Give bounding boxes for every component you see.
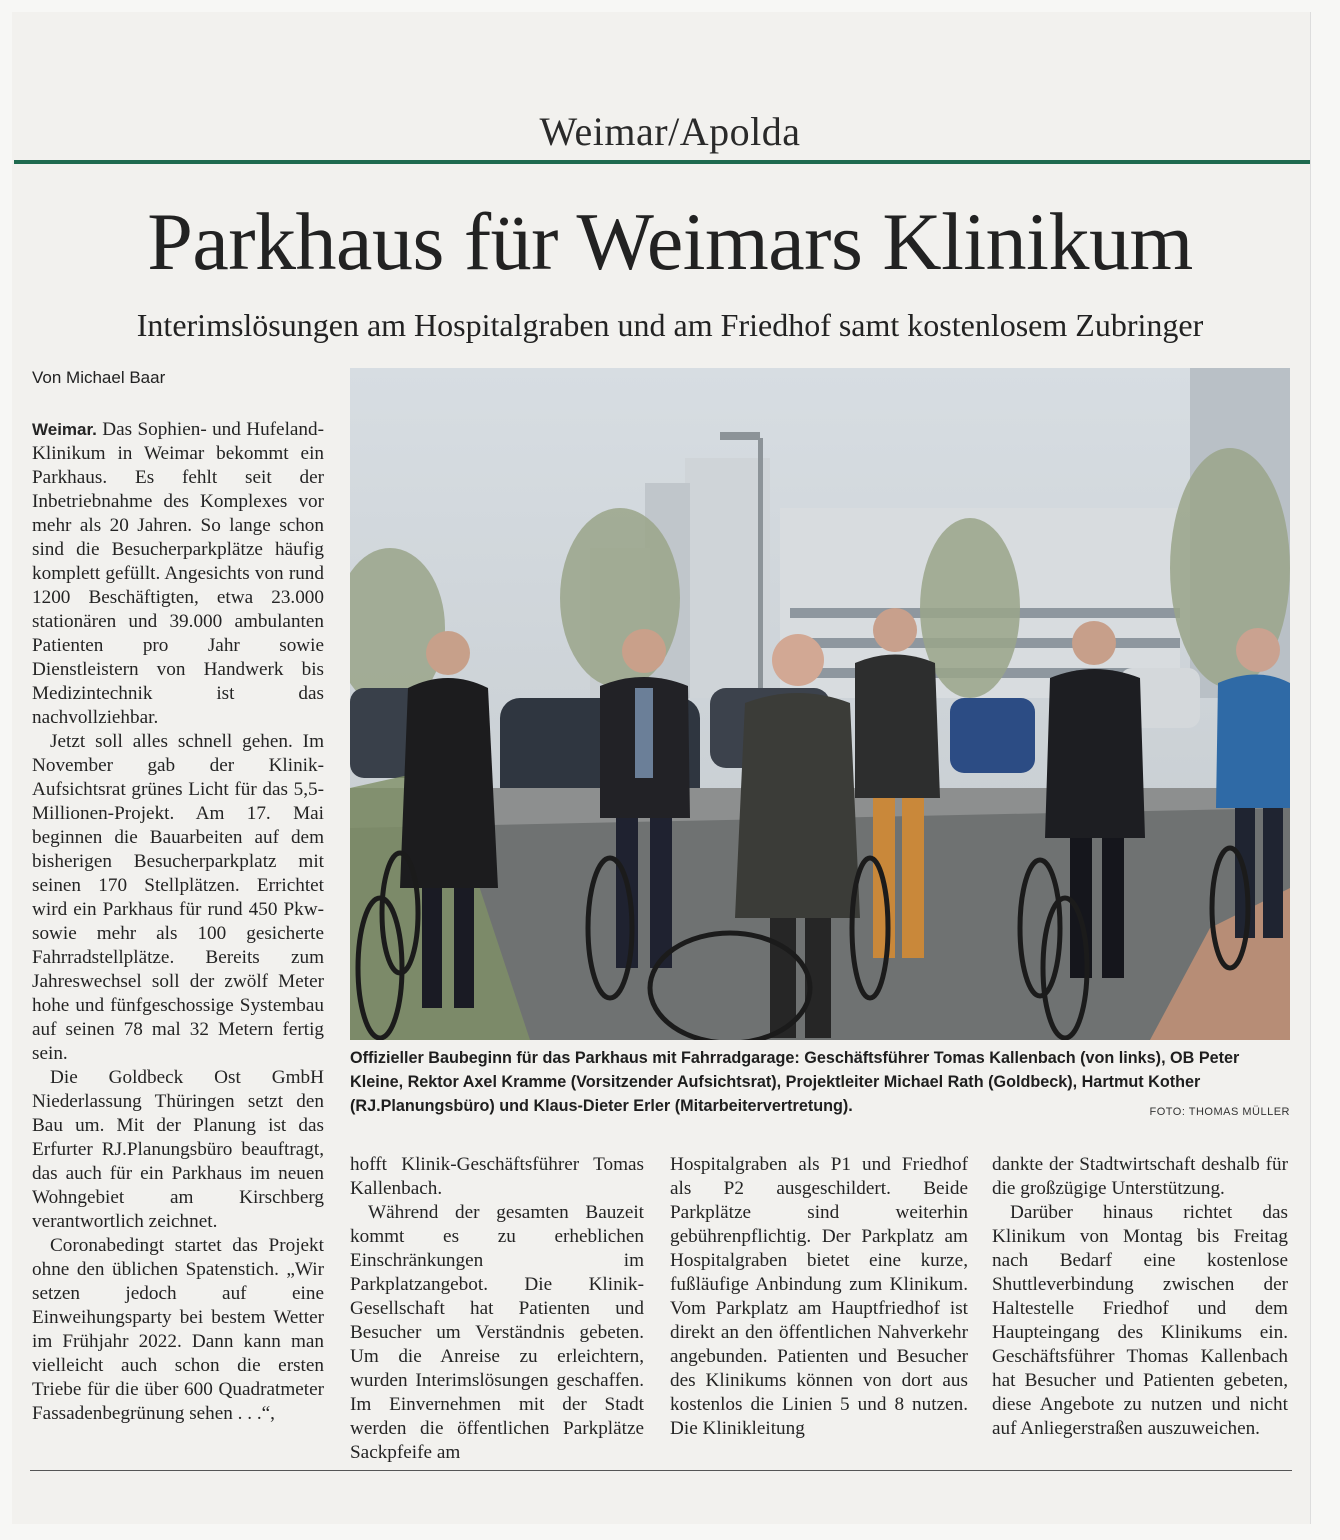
paragraph: dankte der Stadtwirtschaft deshalb für die großzügige Unterstützung. bbox=[992, 1154, 1288, 1199]
paragraph: Darüber hinaus richtet das Klinikum von Montag bis Freitag nach Bedarf eine kostenlose Shuttleverbindung zwischen der Haltestelle Friedhof und dem Haupteingang des Klinikums ein. Geschäftsführer Thomas Kallenbach hat Besucher und Patienten gebeten, diese Angebote zu nutzen und nicht auf Anliegerstraßen auszuweichen. bbox=[992, 1202, 1288, 1439]
section-rule bbox=[14, 160, 1310, 164]
paragraph: Jetzt soll alles schnell gehen. Im November gab der Klinik-Aufsichtsrat grünes Licht für das 5,5-Millionen-Projekt. Am 17. Mai beginnen die Bauarbeiten auf dem bisherigen Besucherparkplatz mit seinen 170 Stellplätzen. Errichtet wird ein Parkhaus für rund 450 Pkw- sowie mehr als 100 gesicherte Fahrradstellplätze. Bereits zum Jahreswechsel soll der zwölf Meter hohe und fünfgeschossige Systembau auf seinen 78 mal 32 Metern fertig sein. bbox=[32, 731, 324, 1064]
section-label: Weimar/Apolda bbox=[539, 109, 801, 154]
article-column-1 bbox=[32, 418, 324, 1426]
byline: Von Michael Baar bbox=[32, 368, 166, 387]
article-column-3 bbox=[670, 1153, 968, 1441]
paragraph: hofft Klinik-Geschäftsführer Tomas Kallenbach. bbox=[350, 1154, 644, 1199]
bottom-rule bbox=[30, 1470, 1292, 1471]
article-column-4 bbox=[992, 1153, 1288, 1441]
paragraph: Die Goldbeck Ost GmbH Niederlassung Thüringen setzt den Bau um. Mit der Planung ist das Erfurter RJ.Planungsbüro beauftragt, das auch für ein Parkhaus im neuen Wohngebiet am Kirschberg verantwortlich zeichnet. bbox=[32, 1067, 324, 1232]
paragraph bbox=[32, 418, 324, 730]
photo-credit: FOTO: THOMAS MÜLLER bbox=[1149, 1106, 1290, 1118]
subheadline: Interimslösungen am Hospitalgraben und am Friedhof samt kostenlosem Zubringer bbox=[136, 307, 1204, 343]
paragraph: Hospitalgraben als P1 und Friedhof als P2 ausgeschildert. Beide Parkplätze sind weiterhin gebührenpflichtig. Der Parkplatz am Hospitalgraben bietet eine kurze, fußläufige Anbindung zum Klinikum. Vom Parkplatz am Hauptfriedhof ist direkt an den öffentlichen Nahverkehr angebunden. Patienten und Besucher des Klinikums können von dort aus kostenlos die Linien 5 und 8 nutzen. Die Klinikleitung bbox=[670, 1154, 968, 1439]
paragraph: Während der gesamten Bauzeit kommt es zu erheblichen Einschränkungen im Parkplatzangebot. Die Klinik-Gesellschaft hat Patienten und Besucher um Verständnis gebeten. Um die Anreise zu erleichtern, wurden Interimslösungen geschaffen. Im Einvernehmen mit der Stadt werden die öffentlichen Parkplätze Sackpfeife am bbox=[350, 1202, 644, 1463]
photo-caption: Offizieller Baubeginn für das Parkhaus mit Fahrradgarage: Geschäftsführer Tomas Kallenbach (von links), OB Peter Kleine, Rektor Axel Kramme (Vorsitzender Aufsichtsrat), Projektleiter Michael Rath (Goldbeck), Hartmut Kother (RJ.Planungsbüro) und Klaus-Dieter Erler (Mitarbeitervertretung). bbox=[350, 1049, 1240, 1115]
dateline: Weimar. bbox=[32, 420, 97, 439]
paragraph: Coronabedingt startet das Projekt ohne den üblichen Spatenstich. „Wir setzen jedoch auf eine Einweihungsparty bei bestem Wetter im Frühjahr 2022. Dann kann man vielleicht auch schon die ersten Triebe für die über 600 Quadratmeter Fassadenbegrünung sehen . . .“, bbox=[32, 1235, 324, 1424]
article-column-2 bbox=[350, 1153, 644, 1465]
headline: Parkhaus für Weimars Klinikum bbox=[147, 196, 1193, 287]
group-photo-illustration bbox=[350, 368, 1290, 1040]
article-photo bbox=[350, 368, 1290, 1040]
paragraph-text: Das Sophien- und Hufeland-Klinikum in Weimar bekommt ein Parkhaus. Es fehlt seit der Inbetriebnahme des Komplexes vor mehr als 20 Jahren. So lange schon sind die Besucherparkplätze häufig komplett gefüllt. Angesichts von rund 1200 Beschäftigten, etwa 23.000 stationären und 39.000 ambulanten Patienten pro Jahr sowie Dienstleistern von Handwerk bis Medizintechnik ist das nachvollziehbar. bbox=[32, 419, 325, 728]
